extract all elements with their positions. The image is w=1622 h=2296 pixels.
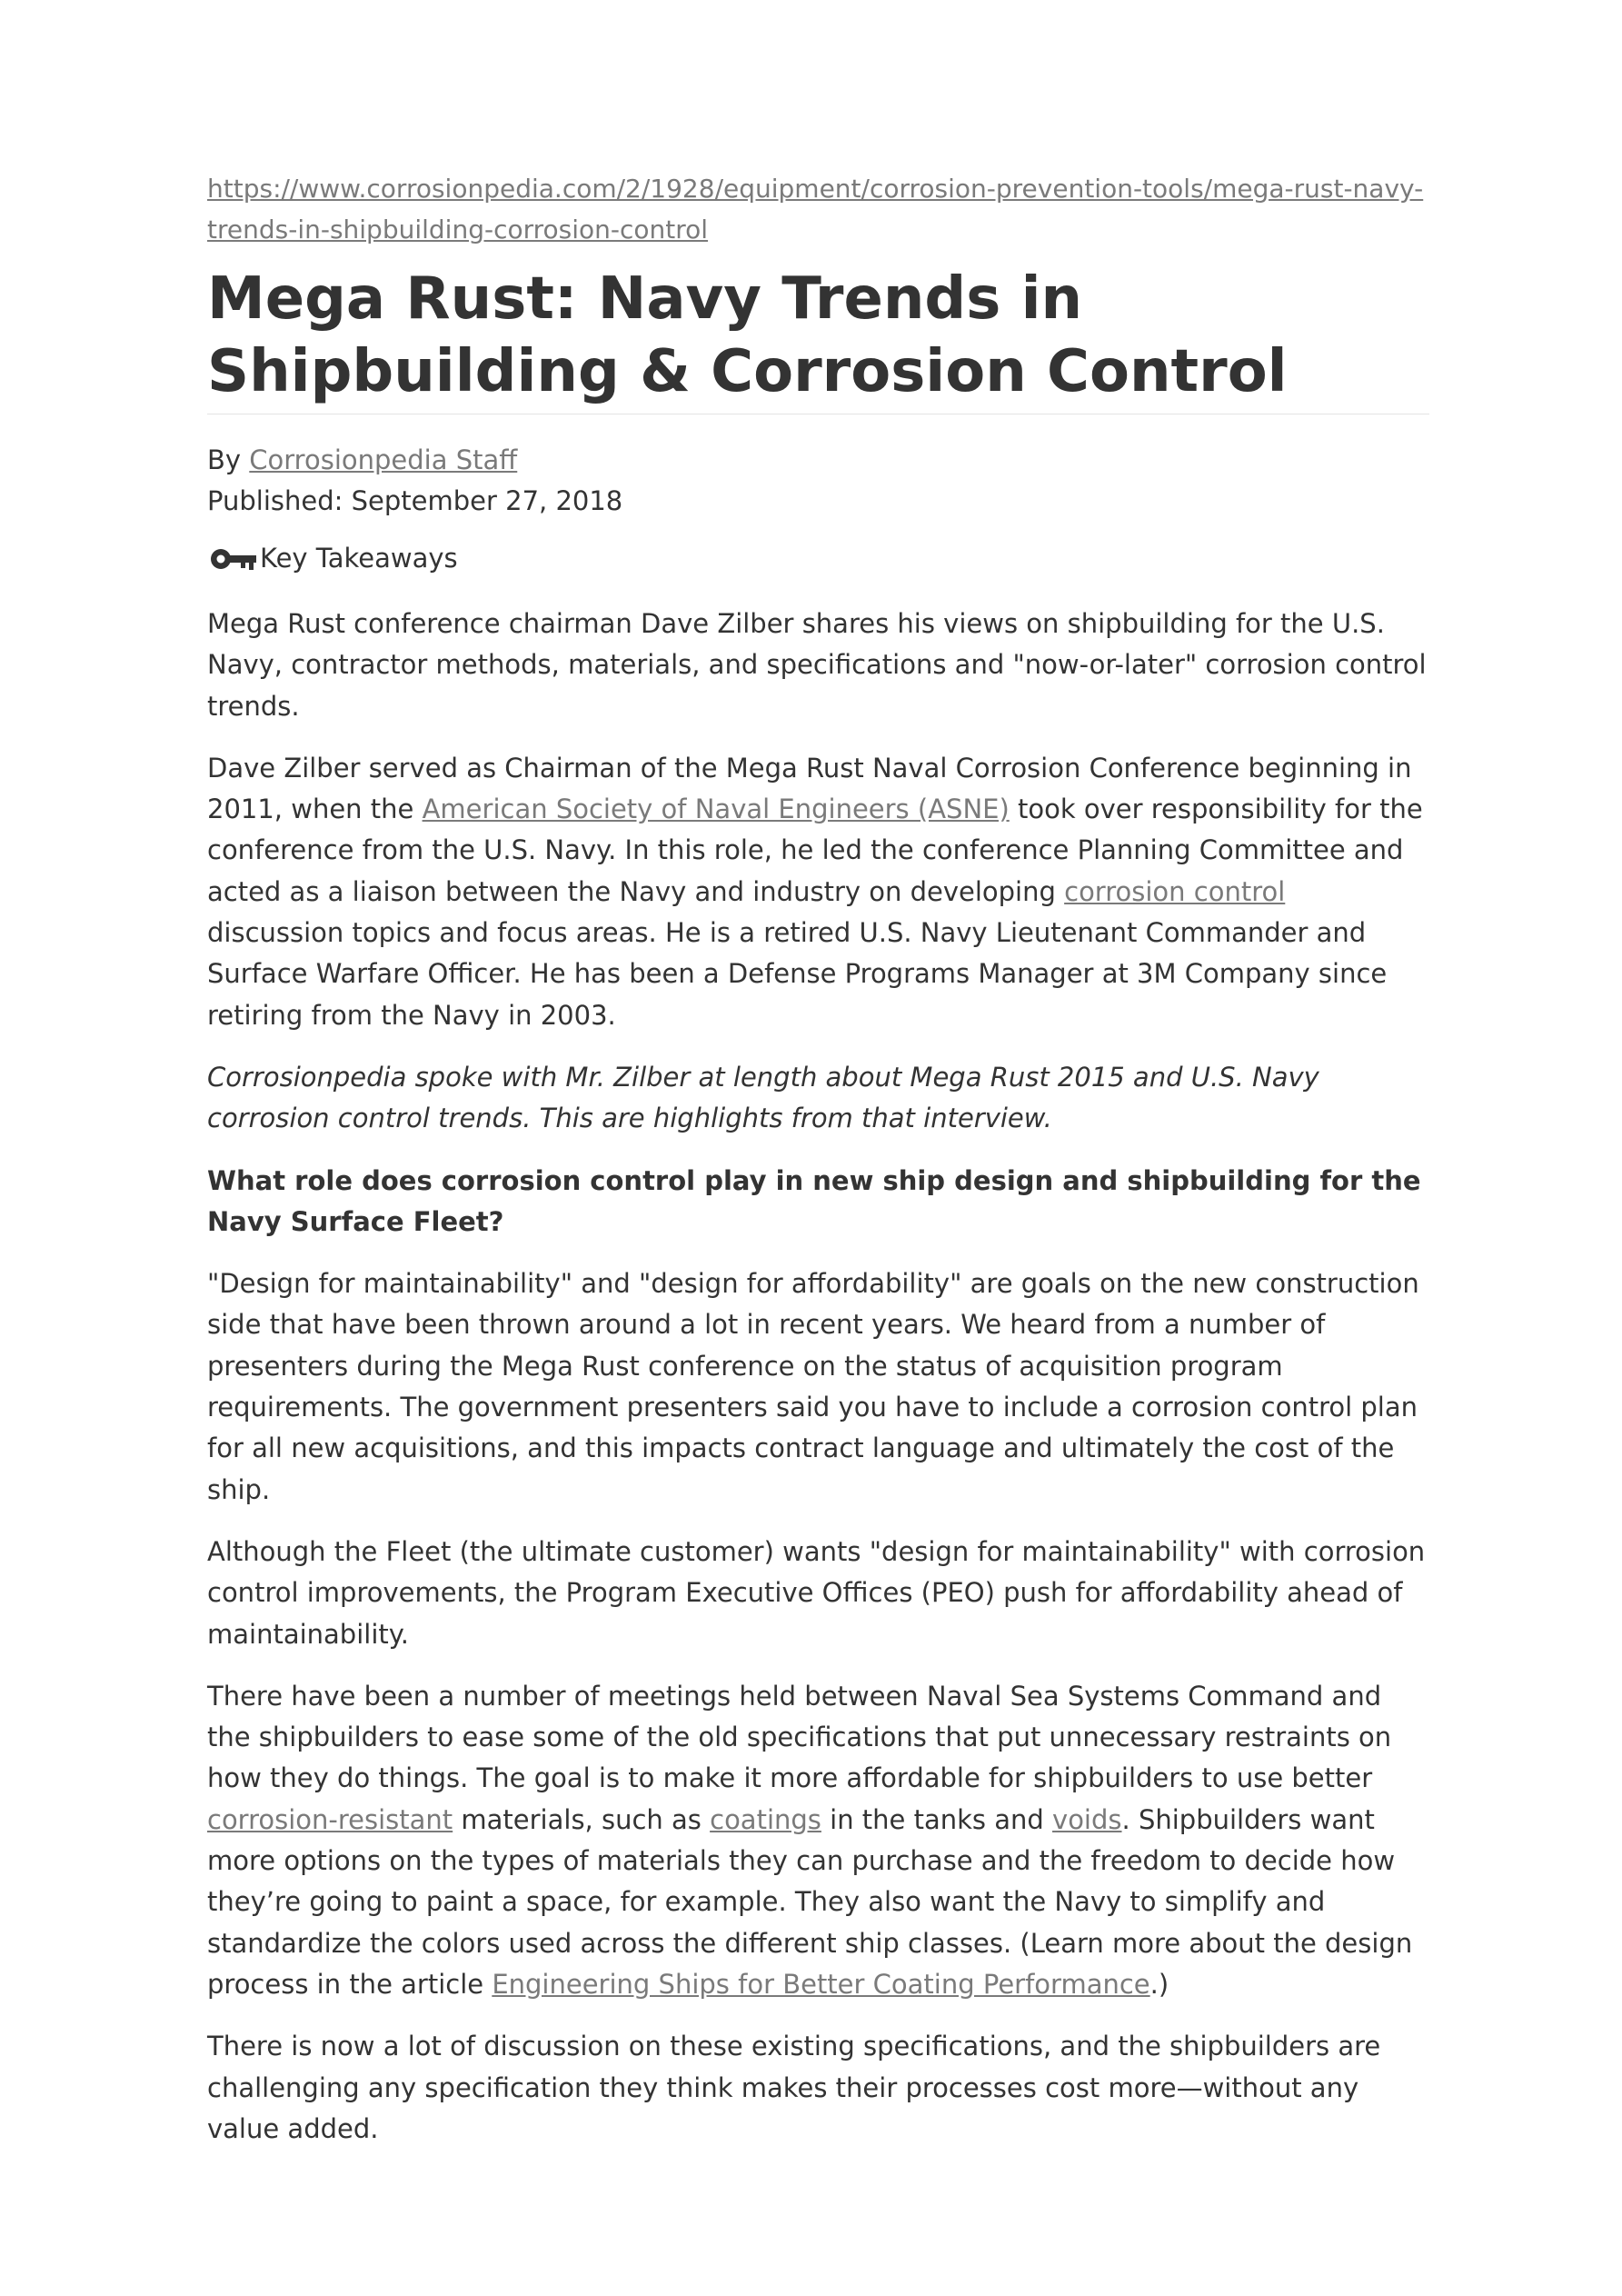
byline-prefix: By (207, 444, 250, 475)
article (207, 168, 1429, 2171)
published-date: Published: September 27, 2018 (207, 485, 623, 516)
key-icon (207, 544, 258, 574)
corrosion-control-link[interactable]: corrosion control (1064, 875, 1286, 907)
answer-paragraph-3 (207, 1676, 1429, 2005)
byline (207, 440, 1429, 522)
author-line (207, 440, 1429, 481)
bio-text-1: Dave Zilber served as Chairman of the Mega Rust Naval Corrosion Conference beginning in 2011, when the (207, 752, 1412, 825)
answer-paragraph-4: There is now a lot of discussion on these existing specifications, and the shipbuilders are challenging any specification they think makes their processes cost more—without any value added. (207, 2031, 1381, 2144)
key-takeaways[interactable] (207, 538, 1429, 579)
source-url-link[interactable]: https://www.corrosionpedia.com/2/1928/equipment/corrosion-prevention-tools/mega-rust-navy-trends-in-shipbuilding-corrosion-control (207, 174, 1424, 245)
bio-text-2: took over responsibility for the conference from the U.S. Navy. In this role, he led the conference Planning Committee and acted as a liaison between the Navy and industry on developing (207, 794, 1423, 907)
answer-paragraph-2: Although the Fleet (the ultimate customer) wants "design for maintainability" with corrosion control improvements, the Program Executive Offices (PEO) push for affordability ahead of maintainability. (207, 1535, 1426, 1650)
answer3-text-1: There have been a number of meetings held between Naval Sea Systems Command and the shipbuilders to ease some of the old specifications that put unnecessary restraints on how they do things. The goal is to make it more affordable for shipbuilders to use better (207, 1680, 1392, 1794)
article-title: Mega Rust: Navy Trends in Shipbuilding & Corrosion Control (207, 263, 1429, 414)
key-takeaways-label: Key Takeaways (260, 543, 458, 574)
bio-text-3: discussion topics and focus areas. He is a retired U.S. Navy Lieutenant Commander and Surface Warfare Officer. He has been a Defense Programs Manager at 3M Company since retiring from the Navy in 2003. (207, 917, 1388, 1031)
voids-link[interactable]: voids (1052, 1803, 1122, 1835)
interview-intro: Corrosionpedia spoke with Mr. Zilber at length about Mega Rust 2015 and U.S. Navy corrosion control trends. This are highlights from that interview. (207, 1061, 1319, 1134)
answer3-text-3: in the tanks and (821, 1803, 1053, 1835)
answer3-text-5: .) (1149, 1968, 1169, 2000)
answer3-text-2: materials, such as (453, 1803, 711, 1835)
bio-paragraph (207, 748, 1429, 1036)
author-link[interactable]: Corrosionpedia Staff (249, 444, 518, 475)
corrosion-resistant-link[interactable]: corrosion-resistant (207, 1803, 453, 1835)
coatings-link[interactable]: coatings (710, 1803, 821, 1835)
answer-paragraph-1: "Design for maintainability" and "design for affordability" are goals on the new construction side that have been thrown around a lot in recent years. We heard from a number of presenters during the Mega Rust conference on the status of acquisition program requirements. The government presenters said you have to include a corrosion control plan for all new acquisitions, and this impacts contract language and ultimately the cost of the ship. (207, 1268, 1419, 1505)
asne-link[interactable]: American Society of Naval Engineers (ASNE) (422, 794, 1010, 825)
engineering-ships-article-link[interactable]: Engineering Ships for Better Coating Performance (492, 1968, 1150, 2000)
answer3-text-4: . Shipbuilders want more options on the types of materials they can purchase and the freedom to decide how they’re going to paint a space, for example. They also want the Navy to simplify and standardize the colors used across the different ship classes. (Learn more about the design process in the article (207, 1803, 1413, 2000)
summary-paragraph: Mega Rust conference chairman Dave Zilber shares his views on shipbuilding for the U.S. Navy, contractor methods, materials, and specifications and "now-or-later" corrosion control trends. (207, 608, 1427, 722)
interview-question: What role does corrosion control play in new ship design and shipbuilding for the Navy Surface Fleet? (207, 1164, 1421, 1237)
